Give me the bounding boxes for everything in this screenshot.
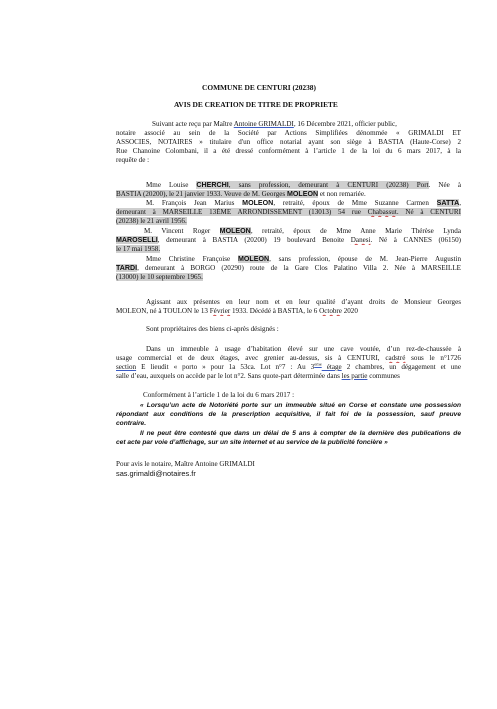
person-2-line-1: M. François Jean Marius MOLEON, retraité, époux de Mme Suzanne Carmen SATTA, [146, 199, 461, 207]
person-3-line-2: MAROSELLI, demeurant à BASTIA (20200) 19 boulevard Benoite Danesi. Né à CANNES (06150) [116, 236, 461, 244]
property-line-1: Dans un immeuble à usage d’habitation élevé sur une cave voutée, d’un rez-de-chaussée à [146, 345, 461, 353]
person-4-line-3: (13000) le 10 septembre 1965. [116, 273, 203, 281]
property-line-3: section E lieudit « porto » pour 1a 53ca. Lot n°7 : Au 3ème étage 2 chambres, un dégagement et une [116, 363, 461, 371]
law-reference-line: Conformément à l’article 1 de la loi du 6 mars 2017 : [143, 391, 295, 399]
person-2-line-2: demeurant à MARSEILLE 13ÈME ARRONDISSEMENT (13013) 54 rue Chabassut. Né à CENTURI [116, 208, 461, 216]
law-quote-line-3: contraire. [116, 420, 147, 427]
intro-line-4: Rue Chanoine Colombani, il a été dressé conformément à l’article 1 de la loi du 6 mars 2017, à la [116, 147, 461, 155]
law-quote-line-1: « Lorsqu’un acte de Notoriété porte sur un immeuble situé en Corse et constate une possession [140, 402, 461, 409]
signoff-line: Pour avis le notaire, Maître Antoine GRIMALDI [116, 460, 255, 468]
person-3-line-1: M. Vincent Roger MOLEON, retraité, époux de Mme Anne Marie Thérèse Lynda [144, 227, 461, 235]
person-1-line-2: BASTIA (20200), le 21 janvier 1933. Veuve de M. Georges MOLEON et non remariée. [116, 190, 366, 198]
intro-line-3: ASSOCIES, NOTAIRES » titulaire d'un office notarial ayant son siège à BASTIA (Haute-Corse) 2 [116, 138, 461, 146]
law-quote-line-5: cet acte par voie d’affichage, sur un site internet et au service de la publicité foncière » [116, 439, 388, 446]
intro-line-2: notaire associé au sein de la Société par Actions Simplifiées dénommée « GRIMALDI ET [116, 129, 461, 137]
document-subtitle: AVIS DE CREATION DE TITRE DE PROPRIETE [174, 100, 338, 109]
property-line-4: salle d’eau, auxquels on accède par le lot n°2. Sans quote-part déterminée dans les partie communes [116, 372, 400, 380]
law-quote-line-4: Il ne peut être contesté que dans un délai de 5 ans à compter de la dernière des publications de [140, 430, 461, 437]
person-4-line-1: Mme Christine Françoise MOLEON, sans profession, épouse de M. Jean-Pierre Augustin [146, 255, 461, 263]
person-1-line-1: Mme Louise CHERCHI, sans profession, demeurant à CENTURI (20238) Port. Née à [146, 181, 461, 189]
person-3-line-3: le 17 mai 1958. [116, 245, 161, 253]
intro-line-5: requête de : [116, 156, 150, 164]
person-4-line-2: TARDI, demeurant à BORGO (20290) route de la Gare Clos Palatino Villa 2. Née à MARSEILLE [116, 264, 461, 272]
heirs-line-1: Agissant aux présentes en leur nom et en leur qualité d’ayant droits de Monsieur Georges [146, 298, 461, 306]
intro-line-1: Suivant acte reçu par Maître Antoine GRIMALDI, 16 Décembre 2021, officier public, [152, 120, 397, 128]
heirs-line-2: MOLEON, né à TOULON le 13 Février 1933. Décédé à BASTIA, le 6 Octobre 2020 [116, 307, 358, 315]
law-quote-line-2: répondant aux conditions de la prescription acquisitive, il fait foi de la possession, sauf preuve [116, 411, 461, 418]
person-2-line-3: (20238) le 21 avril 1956. [116, 217, 187, 225]
notary-email: sas.grimaldi@notaires.fr [116, 469, 196, 478]
document-title: COMMUNE DE CENTURI (20238) [202, 83, 316, 92]
property-line-2: usage commercial et de deux étages, avec grenier au-dessus, sis à CENTURI, cadstré sous le n°1726 [116, 354, 461, 362]
owners-line: Sont propriétaires des biens ci-après désignés : [146, 325, 279, 333]
